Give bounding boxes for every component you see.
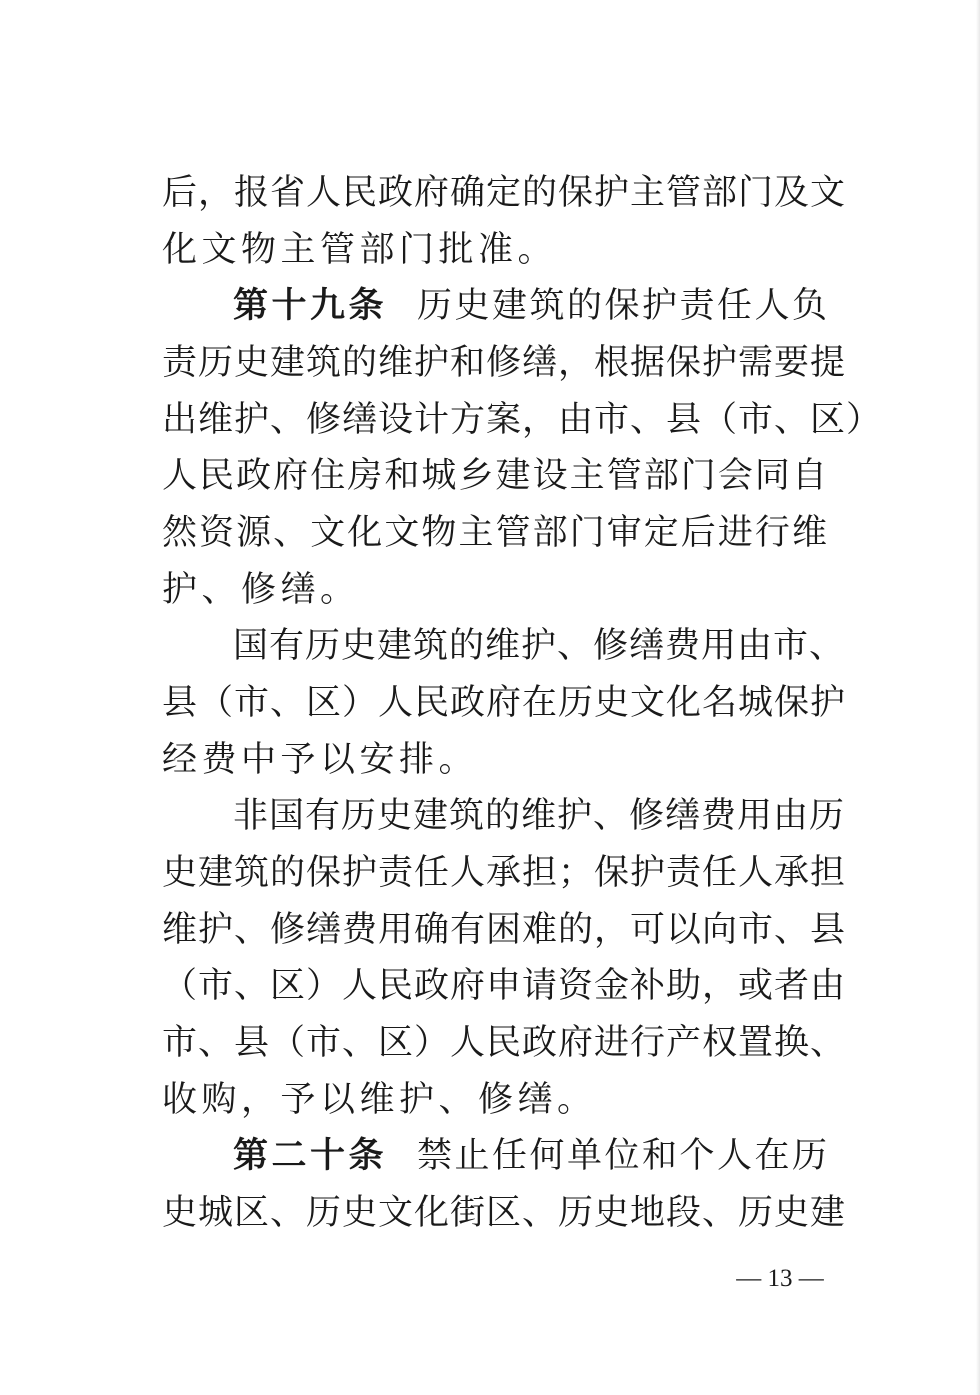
text-line: 市、县（市、区）人民政府进行产权置换、: [162, 1023, 847, 1063]
text-line: 然资源、文化文物主管部门审定后进行维: [162, 513, 828, 553]
text-line: 收购，予以维护、修缮。: [162, 1080, 597, 1120]
text-line: 人民政府住房和城乡建设主管部门会同自: [162, 456, 828, 496]
page-edge-shadow: [976, 0, 980, 1395]
page-number: — 13 —: [736, 1265, 824, 1292]
article-20-heading: 第二十条: [233, 1136, 387, 1176]
text-line: 历史建筑的保护责任人负: [417, 286, 828, 326]
text-line: 非国有历史建筑的维护、修缮费用由历: [233, 796, 846, 836]
text-line: 县（市、区）人民政府在历史文化名城保护: [162, 683, 847, 723]
text-line: 护、修缮。: [162, 570, 360, 610]
text-line: 出维护、修缮设计方案，由市、县（市、区）: [162, 400, 883, 440]
article-19-heading: 第十九条: [233, 286, 387, 326]
text-line: 史建筑的保护责任人承担；保护责任人承担: [162, 853, 847, 893]
text-line: 责历史建筑的维护和修缮，根据保护需要提: [162, 343, 847, 383]
text-line: 化文物主管部门批准。: [162, 230, 558, 270]
text-line: 经费中予以安排。: [162, 740, 479, 780]
text-line: 后，报省人民政府确定的保护主管部门及文: [162, 173, 847, 213]
text-line: 史城区、历史文化街区、历史地段、历史建: [162, 1193, 847, 1233]
article-19-first-line: [233, 278, 828, 334]
article-20-first-line: [233, 1128, 828, 1184]
text-line: 维护、修缮费用确有困难的，可以向市、县: [162, 910, 847, 950]
text-line: 禁止任何单位和个人在历: [417, 1136, 828, 1176]
text-line: 国有历史建筑的维护、修缮费用由市、: [233, 626, 846, 666]
text-line: （市、区）人民政府申请资金补助，或者由: [162, 966, 847, 1006]
